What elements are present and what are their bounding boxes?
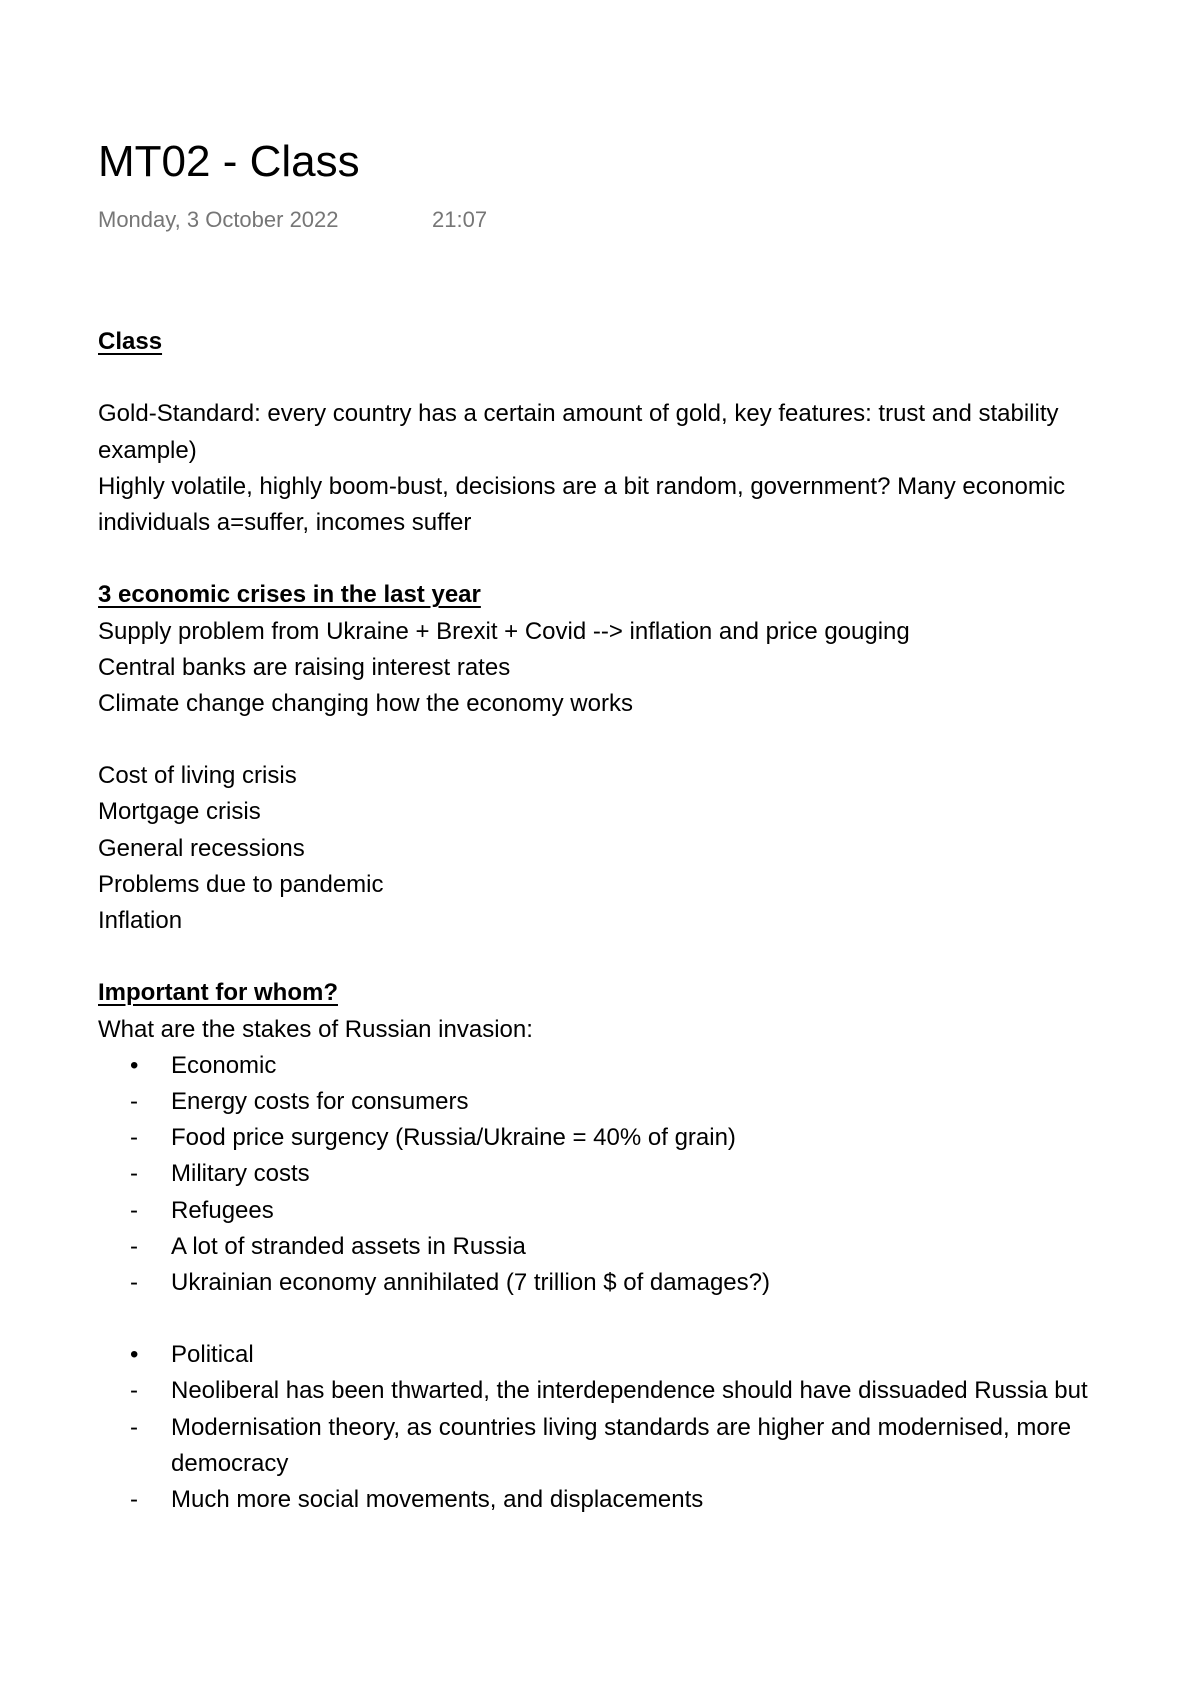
bullet-item-political: • Political [98, 1337, 1200, 1373]
dash-item-continuation: democracy [171, 1449, 289, 1477]
note-timestamp [98, 206, 488, 234]
dash-marker: - [130, 1268, 138, 1296]
blank-line [98, 1301, 1200, 1337]
dash-marker: - [130, 1486, 138, 1513]
text-line: example) [98, 436, 197, 464]
blank-line [98, 722, 1200, 758]
section-heading-crises: 3 economic crises in the last year [98, 581, 481, 609]
text-line: Climate change changing how the economy works [98, 689, 633, 717]
text-line: What are the stakes of Russian invasion: [98, 1015, 533, 1043]
text-line: Central banks are raising interest rates [98, 653, 511, 681]
dash-item: - Much more social movements, and displacements [98, 1482, 1200, 1518]
section-heading-important: Important for whom? [98, 979, 338, 1007]
dash-item: - Refugees [98, 1193, 1200, 1229]
text-line: Highly volatile, highly boom-bust, decisions are a bit random, government? Many economic [98, 472, 1066, 500]
text-line: Gold-Standard: every country has a certain amount of gold, key features: trust and stability [98, 400, 1059, 428]
dash-marker: - [130, 1160, 138, 1188]
dash-marker: - [130, 1196, 138, 1224]
dash-marker: - [130, 1124, 138, 1152]
text-line: individuals a=suffer, incomes suffer [98, 508, 472, 536]
bullet-marker: • [130, 1341, 139, 1369]
dash-marker: - [130, 1087, 138, 1115]
note-time: 21:07 [432, 207, 488, 232]
crisis-list-item: Inflation [98, 907, 183, 934]
dash-item: - Food price surgency (Russia/Ukraine = 40% of grain) [98, 1120, 1200, 1156]
dash-item: - Energy costs for consumers [98, 1084, 1200, 1120]
blank-line [98, 541, 1200, 577]
section-heading-class: Class [98, 328, 163, 355]
note-body [98, 324, 1200, 1518]
bullet-marker: • [130, 1051, 139, 1079]
dash-item: - A lot of stranded assets in Russia [98, 1229, 1200, 1265]
crisis-list-item: Cost of living crisis [98, 762, 297, 790]
dash-marker: - [130, 1232, 138, 1260]
dash-item: - Ukrainian economy annihilated (7 trillion $ of damages?) [98, 1265, 1200, 1301]
crisis-list-item: Mortgage crisis [98, 798, 261, 826]
crisis-list-item: General recessions [98, 834, 305, 862]
note-date: Monday, 3 October 2022 [98, 207, 339, 232]
dash-item: - Neoliberal has been thwarted, the interdependence should have dissuaded Russia but [98, 1373, 1200, 1409]
dash-item: - Modernisation theory, as countries living standards are higher and modernised, more [98, 1410, 1200, 1446]
crisis-list-item: Problems due to pandemic [98, 870, 384, 898]
bullet-item-economic: • Economic [98, 1048, 1200, 1084]
page-title: MT02 - Class [98, 137, 360, 186]
dash-marker: - [130, 1413, 138, 1441]
dash-marker: - [130, 1377, 138, 1405]
blank-line [98, 939, 1200, 975]
blank-line [98, 360, 1200, 396]
dash-item: - Military costs [98, 1156, 1200, 1192]
text-line: Supply problem from Ukraine + Brexit + Covid --> inflation and price gouging [98, 617, 910, 645]
